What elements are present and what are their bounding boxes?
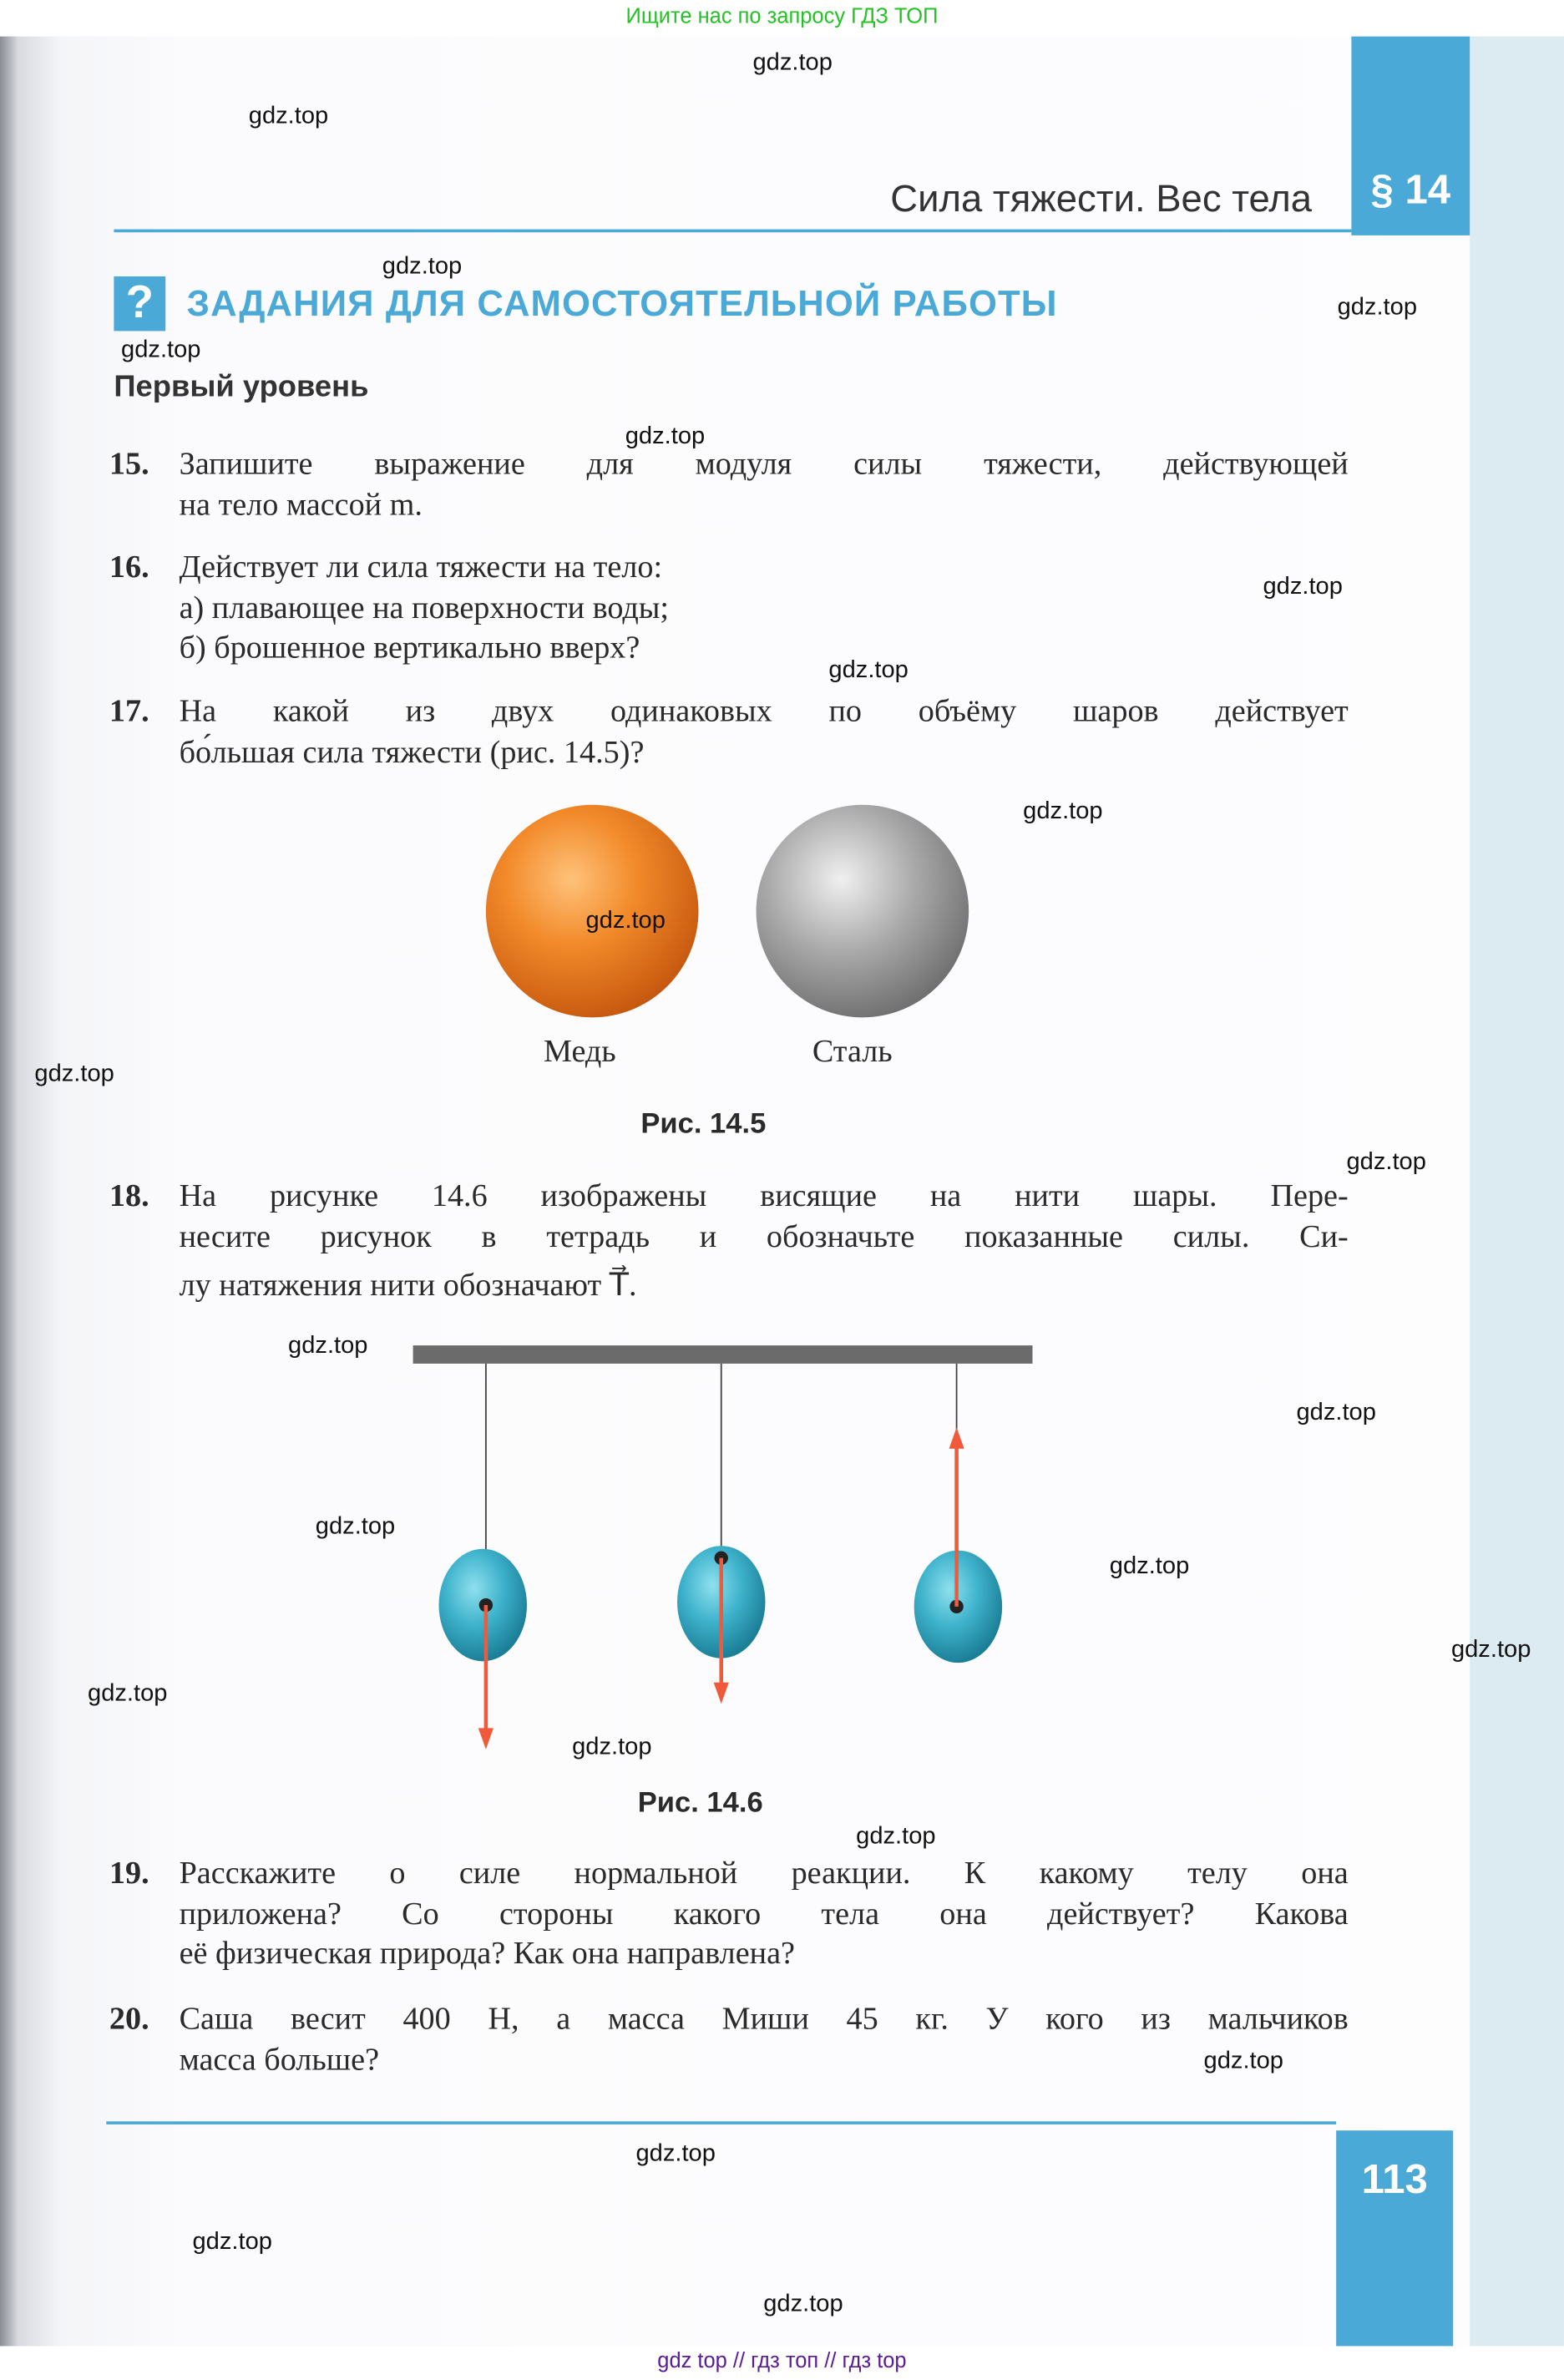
task-line: на тело массой m. <box>179 484 423 522</box>
task-line: Запишите выражение для модуля силы тяжести, действующей <box>179 444 1349 482</box>
task-20 <box>109 1998 1349 2079</box>
task-line: б) брошенное вертикально вверх? <box>179 628 640 666</box>
watermark: gdz.top <box>1203 2048 1283 2074</box>
watermark: gdz.top <box>625 423 706 450</box>
page-number: 113 <box>1361 2156 1428 2202</box>
watermark: gdz.top <box>763 2291 843 2317</box>
watermark: gdz.top <box>1023 798 1103 825</box>
task-line: её физическая природа? Как она направлена? <box>179 1934 796 1972</box>
figure-caption-14-5: Рис. 14.5 <box>640 1108 767 1141</box>
watermark: gdz.top <box>828 657 909 684</box>
task-line: На рисунке 14.6 изображены висящие на нити шары. Пере- <box>179 1177 1349 1213</box>
watermark: gdz.top <box>635 2140 716 2167</box>
copper-label: Медь <box>543 1032 616 1070</box>
figure-caption-14-6: Рис. 14.6 <box>637 1787 763 1820</box>
section-number: § 14 <box>1370 167 1451 213</box>
task-line: Саша весит 400 Н, а масса Миши 45 кг. У кого из мальчиков <box>179 1999 1349 2037</box>
level-heading: Первый уровень <box>114 370 369 404</box>
task-line: масса больше? <box>179 2040 380 2077</box>
watermark: gdz.top <box>288 1333 368 1360</box>
watermark: gdz.top <box>88 1680 168 1707</box>
watermark: gdz.top <box>382 253 463 280</box>
watermark: gdz.top <box>585 908 666 934</box>
bottom-banner[interactable]: gdz top // гдз топ // гдз top <box>657 2347 907 2372</box>
watermark: gdz.top <box>1296 1400 1376 1426</box>
task-number: 15. <box>109 444 149 482</box>
footer-divider <box>106 2121 1336 2124</box>
task-number: 19. <box>109 1854 149 1891</box>
task-line: Расскажите о силе нормальной реакции. К какому телу она <box>179 1854 1349 1891</box>
support-beam <box>413 1345 1033 1364</box>
task-19 <box>109 1852 1349 1973</box>
watermark: gdz.top <box>752 50 833 76</box>
watermark: gdz.top <box>315 1513 396 1540</box>
task-line: лу натяжения нити обозначают T⃗. <box>179 1266 637 1304</box>
watermark: gdz.top <box>1337 294 1418 321</box>
watermark: gdz.top <box>248 103 329 129</box>
task-line: несите рисунок в тетрадь и обозначьте показанные силы. Си- <box>179 1217 1349 1254</box>
watermark: gdz.top <box>856 1823 936 1850</box>
task-15 <box>109 443 1349 524</box>
question-icon: ? <box>114 276 165 331</box>
task-line: бо́льшая сила тяжести (рис. 14.5)? <box>179 732 645 770</box>
watermark: gdz.top <box>1109 1553 1190 1580</box>
watermark: gdz.top <box>34 1061 114 1087</box>
page-edge <box>1470 37 1564 2347</box>
watermark: gdz.top <box>572 1734 652 1760</box>
watermark: gdz.top <box>1346 1149 1426 1176</box>
running-header-title: Сила тяжести. Вес тела <box>890 177 1313 220</box>
task-line: приложена? Со стороны какого тела она действует? Какова <box>179 1894 1349 1932</box>
steel-label: Сталь <box>812 1032 893 1070</box>
task-line: На какой из двух одинаковых по объёму шаров действует <box>179 692 1349 729</box>
watermark: gdz.top <box>192 2229 272 2256</box>
task-number: 20. <box>109 1999 149 2037</box>
task-number: 18. <box>109 1177 149 1213</box>
task-16 <box>109 547 1349 668</box>
watermark: gdz.top <box>121 337 201 363</box>
task-18 <box>109 1175 1349 1304</box>
task-number: 16. <box>109 548 149 585</box>
top-banner[interactable]: Ищите нас по запросу ГДЗ ТОП <box>625 3 939 28</box>
steel-ball <box>757 805 969 1018</box>
task-17 <box>109 691 1349 771</box>
watermark: gdz.top <box>1450 1637 1531 1663</box>
section-title: ЗАДАНИЯ ДЛЯ САМОСТОЯТЕЛЬНОЙ РАБОТЫ <box>186 284 1058 326</box>
figure-14-6 <box>395 1336 1063 1776</box>
watermark: gdz.top <box>1263 574 1343 600</box>
task-number: 17. <box>109 692 149 729</box>
task-line: а) плавающее на поверхности воды; <box>179 588 670 625</box>
header-divider <box>114 230 1351 233</box>
task-line: Действует ли сила тяжести на тело: <box>179 548 663 585</box>
